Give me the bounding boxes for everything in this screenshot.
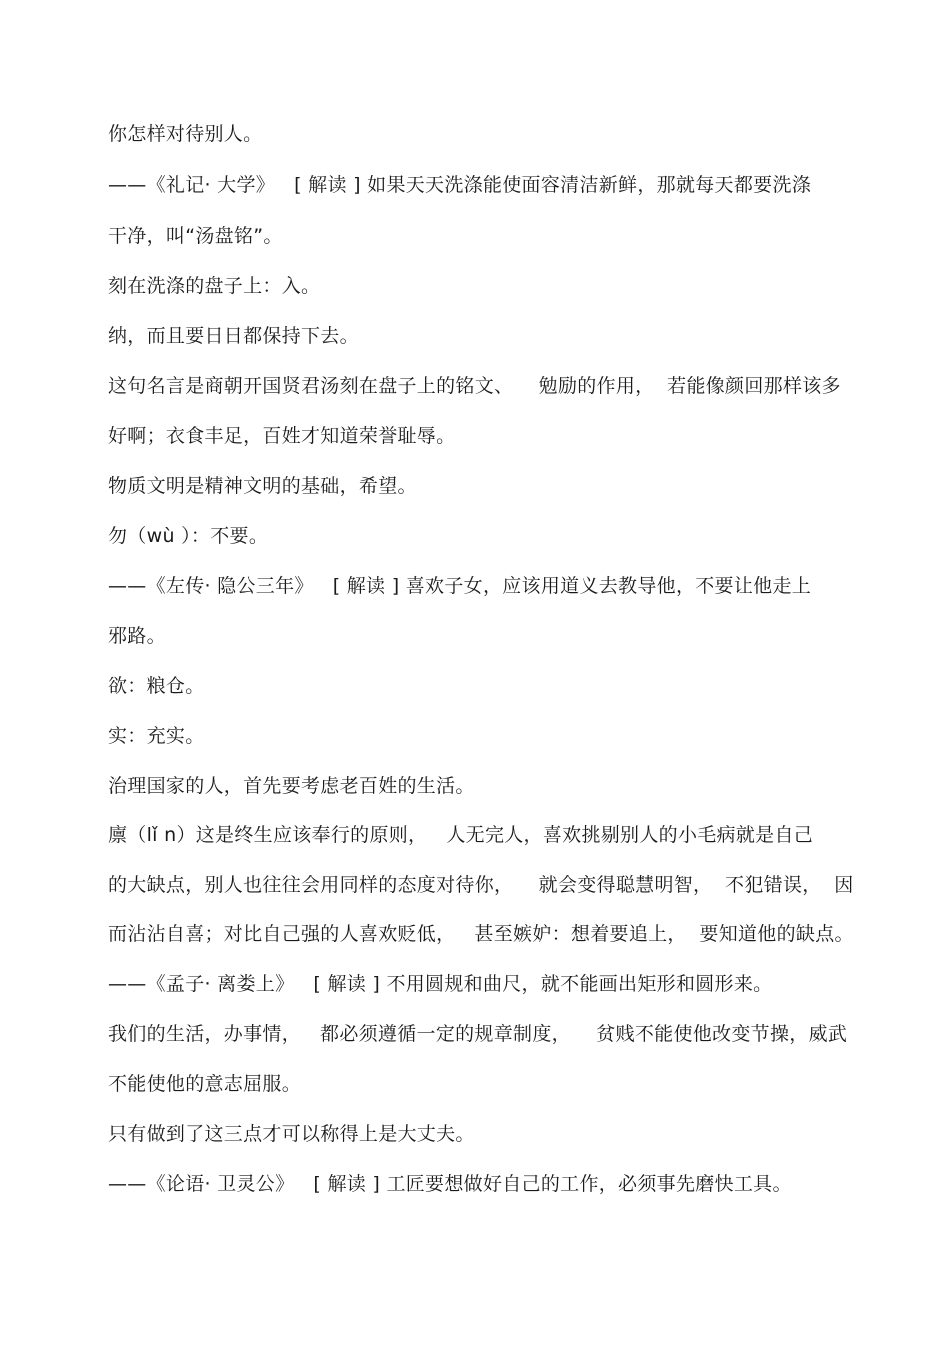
text-line-3: 干净，叫“汤盘铭”。: [108, 225, 283, 247]
text-line-8: 物质文明是精神文明的基础，希望。: [108, 475, 417, 497]
text-line-21: 只有做到了这三点才可以称得上是大丈夫。: [108, 1123, 475, 1145]
text-line-22: ——《论语· 卫灵公》 [ 解读 ] 工匠要想做好自己的工作，必须事先磨快工具。: [108, 1173, 792, 1195]
text-line-9: 勿（wù ）：不要。: [108, 525, 269, 547]
text-line-13: 实：充实。: [108, 725, 205, 747]
text-line-4: 刻在洗涤的盘子上：入。: [108, 275, 321, 297]
text-line-11: 邪路。: [108, 625, 166, 647]
text-line-2: ——《礼记· 大学》 [ 解读 ] 如果天天洗涤能使面容清洁新鲜，那就每天都要洗涤: [108, 174, 812, 196]
text-line-7: 好啊；衣食丰足，百姓才知道荣誉耻辱。: [108, 425, 456, 447]
text-line-14: 治理国家的人，首先要考虑老百姓的生活。: [108, 775, 475, 797]
text-line-17: 而沾沾自喜；对比自己强的人喜欢贬低， 甚至嫉妒：想着要追上， 要知道他的缺点。: [108, 923, 854, 945]
text-line-6: 这句名言是商朝开国贤君汤刻在盘子上的铭文、 勉励的作用， 若能像颜回那样该多: [108, 375, 841, 397]
text-line-20: 不能使他的意志屈服。: [108, 1073, 302, 1095]
text-line-16: 的大缺点，别人也往往会用同样的态度对待你， 就会变得聪慧明智， 不犯错误， 因: [108, 874, 854, 896]
text-line-10: ——《左传· 隐公三年》 [ 解读 ] 喜欢子女，应该用道义去教导他，不要让他走上: [108, 575, 812, 597]
text-line-15: 廪（lǐ n）这是终生应该奉行的原则， 人无完人，喜欢挑剔别人的小毛病就是自己: [108, 824, 814, 846]
text-line-18: ——《孟子· 离娄上》 [ 解读 ] 不用圆规和曲尺，就不能画出矩形和圆形来。: [108, 973, 773, 995]
text-line-12: 欲：粮仓。: [108, 675, 205, 697]
text-line-5: 纳，而且要日日都保持下去。: [108, 325, 359, 347]
text-line-1: 你怎样对待别人。: [108, 123, 263, 145]
text-line-19: 我们的生活，办事情， 都必须遵循一定的规章制度， 贫贱不能使他改变节操，威武: [108, 1023, 848, 1045]
